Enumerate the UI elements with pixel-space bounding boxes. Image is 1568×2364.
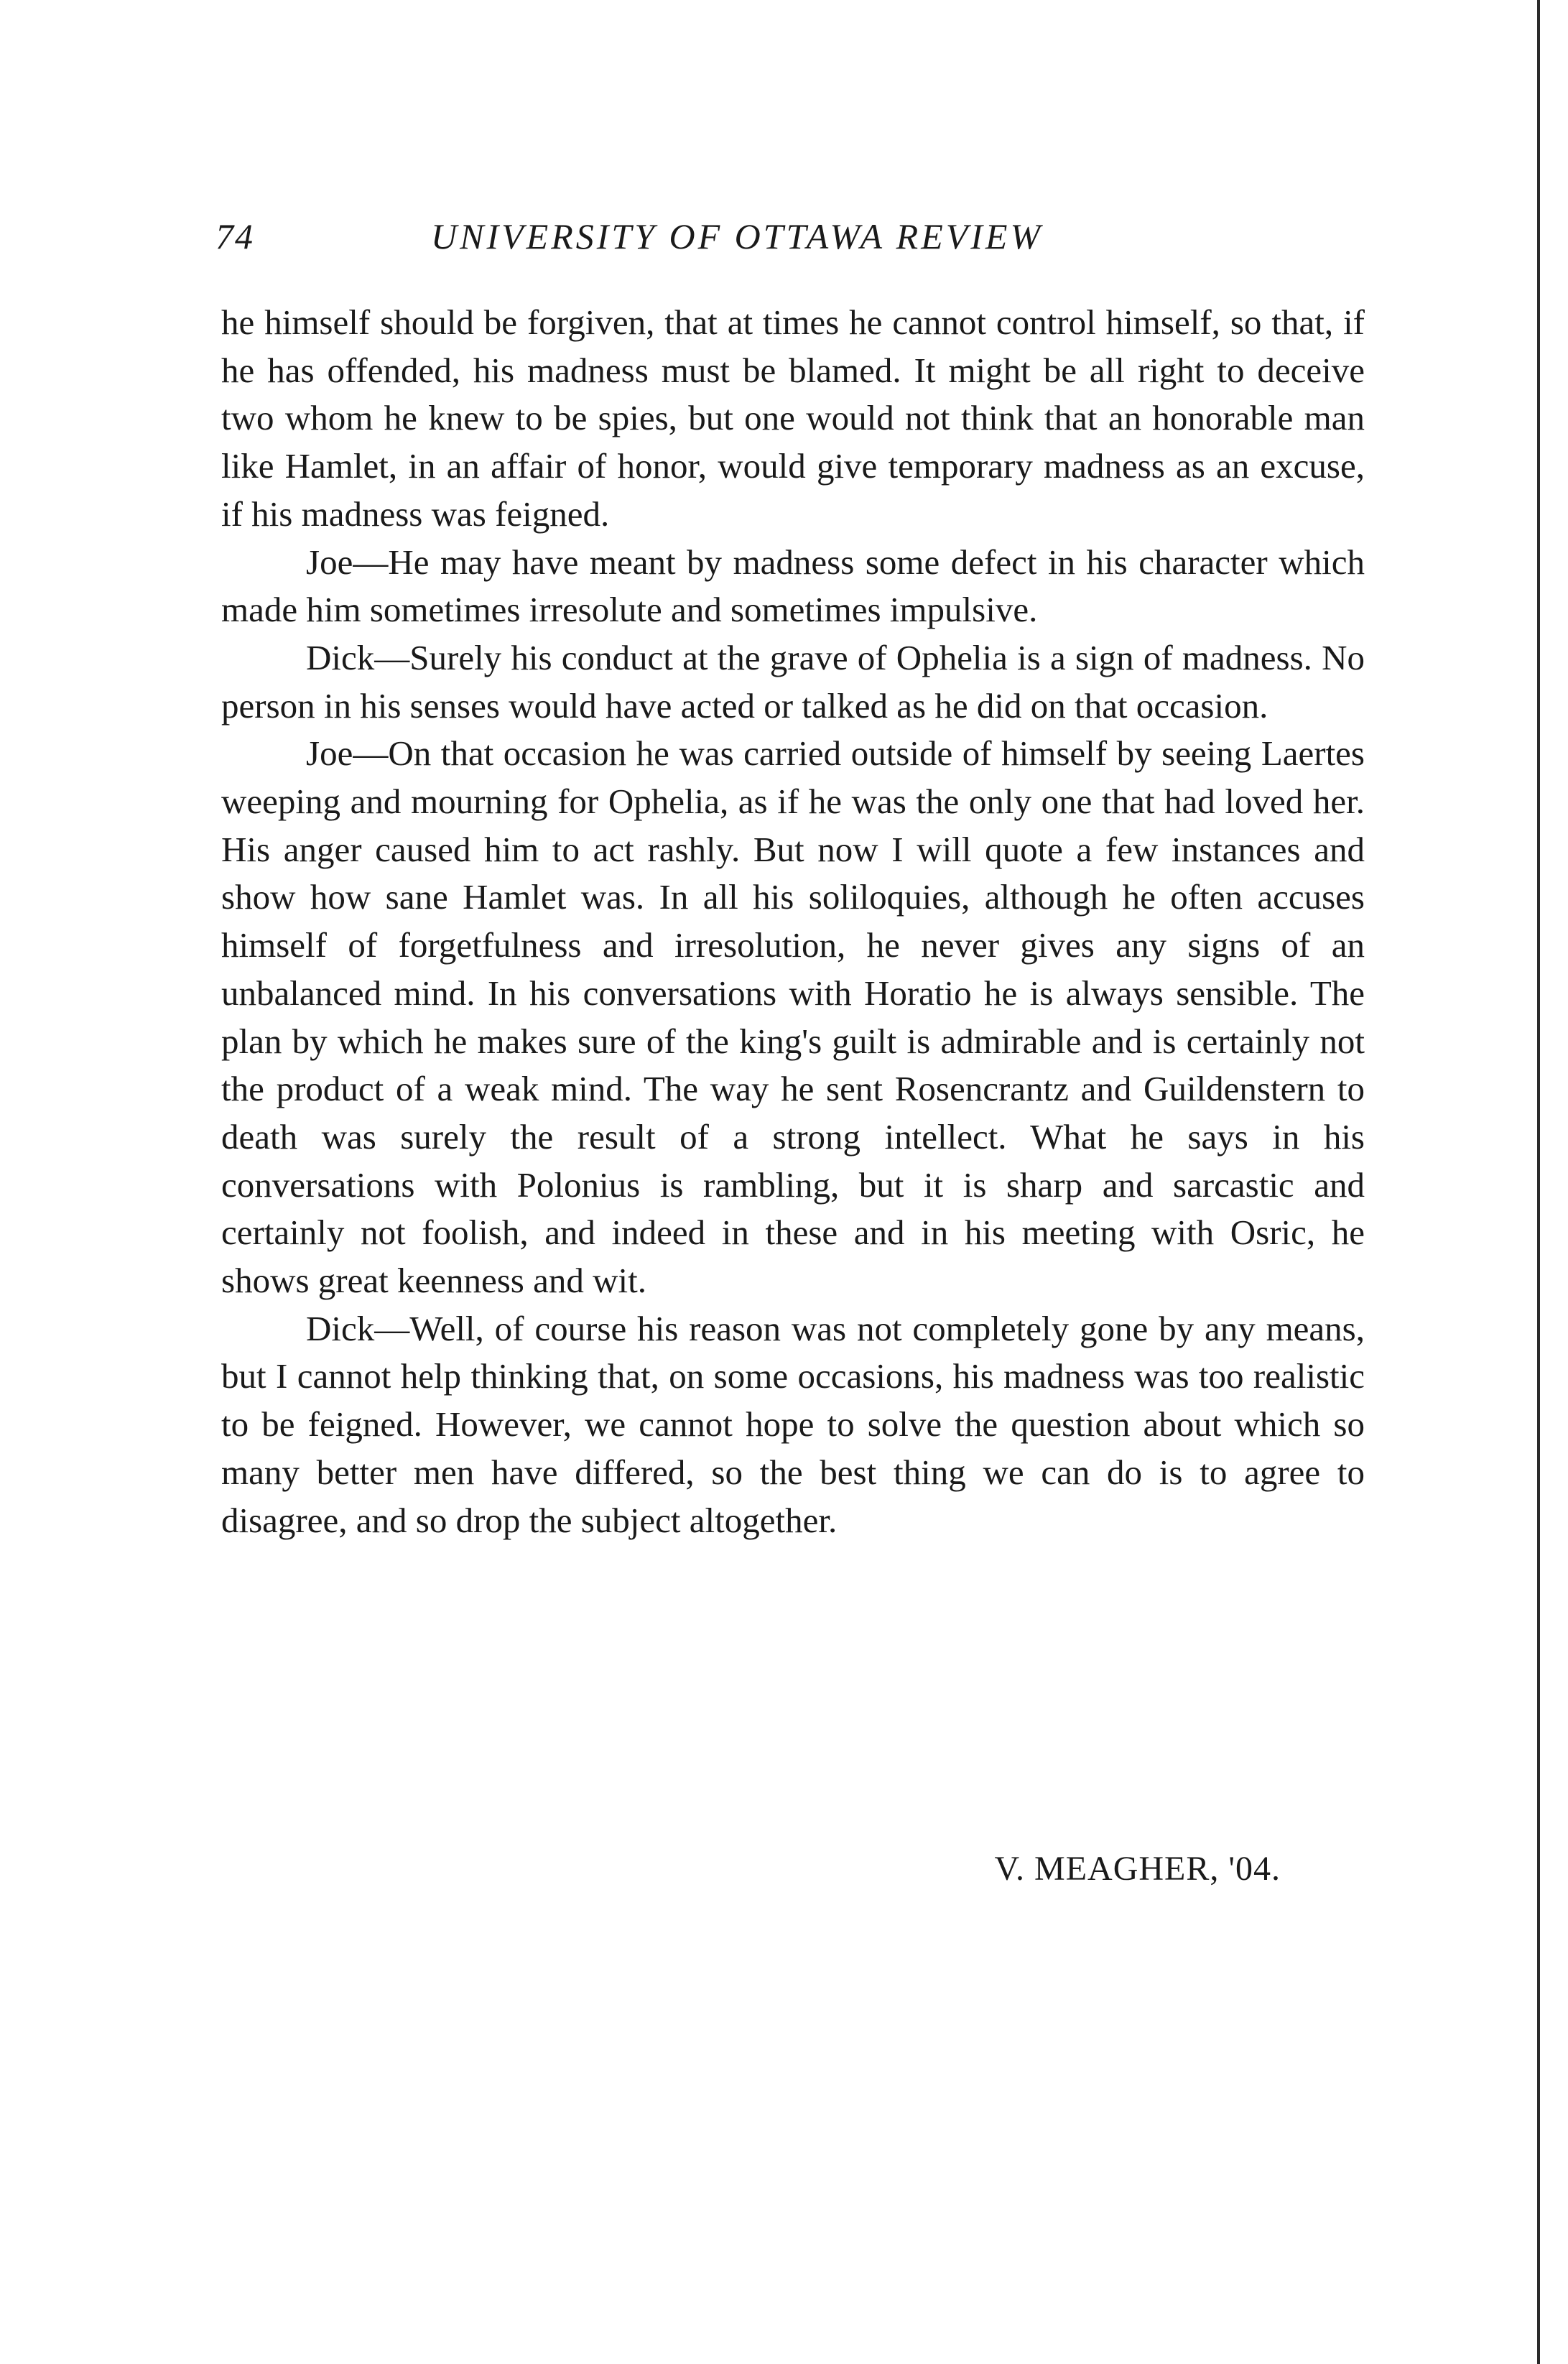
paragraph-continuation: he himself should be forgiven, that at times he cannot control himself, so that, if he has offended, his madness must be blamed. It might be all right to deceive two whom he knew to be spies, but one would not think that an honorable man like Hamlet, in an affair of honor, would give temporary madness as an excuse, if his madness was feigned. <box>221 302 1365 534</box>
page-binding-edge <box>1537 0 1540 2364</box>
body-text <box>221 299 1365 1544</box>
paragraph-joe-1: Joe—He may have meant by madness some defect in his character which made him sometimes irresolute and sometimes impulsive. <box>221 542 1365 630</box>
author-signature: V. MEAGHER, '04. <box>994 1850 1281 1888</box>
paragraph-dick-2: Dick—Well, of course his reason was not completely gone by any means, but I cannot help thinking that, on some occasions, his madness was too realistic to be feigned. However, we cannot hope to solve the question about which so many better men have differed, so the best thing we can do is to agree to disagree, and so drop the subject altogether. <box>221 1308 1365 1540</box>
page-number: 74 <box>215 216 254 256</box>
running-header <box>215 215 1365 273</box>
paragraph-dick-1: Dick—Surely his conduct at the grave of Ophelia is a sign of madness. No person in his senses would have acted or talked as he did on that occasion. <box>221 637 1365 726</box>
paragraph-joe-2: Joe—On that occasion he was carried outside of himself by seeing Laertes weeping and mourning for Ophelia, as if he was the only one that had loved her. His anger caused him to act rashly. But now I will quote a few instances and show how sane Hamlet was. In all his soliloquies, although he often accuses himself of forgetfulness and irresolution, he never gives any signs of an unbalanced mind. In his conversations with Horatio he is always sensible. The plan by which he makes sure of the king's guilt is admirable and is certainly not the product of a weak mind. The way he sent Rosencrantz and Guildenstern to death was surely the result of a strong intellect. What he says in his conversations with Polonius is rambling, but it is sharp and sarcastic and certainly not foolish, and indeed in these and in his meeting with Osric, he shows great keenness and wit. <box>221 733 1365 1301</box>
running-title: UNIVERSITY OF OTTAWA REVIEW <box>431 216 1044 256</box>
